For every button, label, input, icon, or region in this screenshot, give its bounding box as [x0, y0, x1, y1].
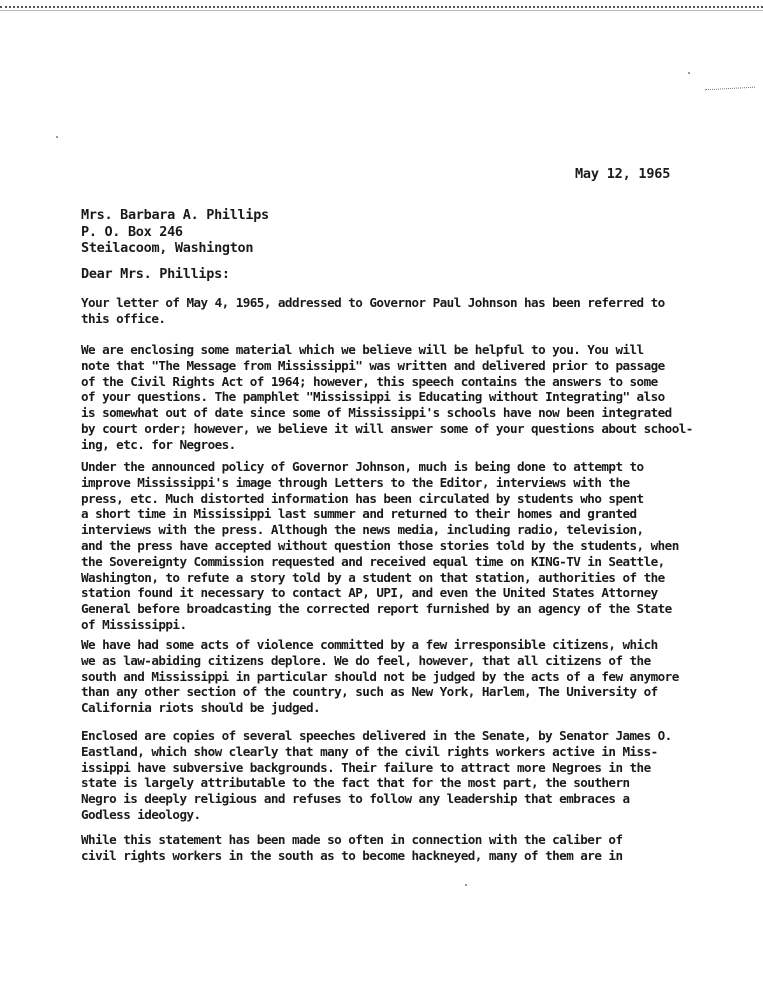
- paragraph-line: Godless ideology.: [81, 806, 201, 822]
- paragraph-line: the Sovereignty Commission requested and received equal time on KING-TV in Seattle,: [81, 553, 665, 569]
- recipient-city: Steilacoom, Washington: [81, 240, 254, 256]
- top-edge-rule: [0, 10, 763, 11]
- paragraph-line: station found it necessary to contact AP, UPI, and even the United States Attorney: [81, 585, 658, 601]
- paragraph-statement: [81, 832, 746, 864]
- scan-mark: [705, 87, 755, 92]
- paragraph-referral: [81, 295, 746, 327]
- letter-date: May 12, 1965: [575, 166, 671, 182]
- paragraph-line: and the press have accepted without question those stories told by the students, when: [81, 537, 679, 553]
- paragraph-image-policy: [81, 459, 746, 633]
- recipient-po-box: P. O. Box 246: [81, 223, 183, 240]
- paragraph-line: improve Mississippi's image through Letters to the Editor, interviews with the: [81, 474, 630, 490]
- salutation: Dear Mrs. Phillips:: [81, 266, 230, 282]
- paragraph-enclosed-material: [81, 342, 746, 453]
- paragraph-line: Enclosed are copies of several speeches delivered in the Senate, by Senator James O.: [81, 728, 672, 743]
- paragraph-line: issippi have subversive backgrounds. Their failure to attract more Negroes in the: [81, 759, 651, 775]
- paragraph-line: We are enclosing some material which we believe will be helpful to you. You will: [81, 342, 644, 357]
- paragraph-line: by court order; however, we believe it will answer some of your questions about school-: [81, 420, 693, 436]
- paragraph-line: Eastland, which show clearly that many of the civil rights workers active in Miss-: [81, 743, 658, 759]
- paragraph-line: note that "The Message from Mississippi" was written and delivered prior to passage: [81, 357, 665, 373]
- recipient-address-block: [81, 207, 269, 257]
- paragraph-line: is somewhat out of date since some of Mississippi's schools have now been integrated: [81, 405, 672, 421]
- paragraph-line: interviews with the press. Although the news media, including radio, television,: [81, 522, 644, 538]
- paragraph-line: we as law-abiding citizens deplore. We do feel, however, that all citizens of the: [81, 652, 651, 668]
- paragraph-line: Under the announced policy of Governor Johnson, much is being done to attempt to: [81, 459, 644, 474]
- paragraph-line: We have had some acts of violence committed by a few irresponsible citizens, which: [81, 637, 658, 652]
- paragraph-line: Negro is deeply religious and refuses to follow any leadership that embraces a: [81, 791, 630, 807]
- paragraph-line: ing, etc. for Negroes.: [81, 436, 236, 452]
- scan-speck: [465, 884, 467, 886]
- paragraph-line: state is largely attributable to the fact that for the most part, the southern: [81, 775, 630, 791]
- paragraph-line: a short time in Mississippi last summer and returned to their homes and granted: [81, 506, 637, 522]
- paragraph-senate-speeches: [81, 728, 746, 823]
- scan-speck: [688, 72, 690, 74]
- paragraph-line: south and Mississippi in particular should not be judged by the acts of a few anymore: [81, 668, 679, 684]
- paragraph-line: this office.: [81, 310, 166, 326]
- scan-speck: [56, 136, 58, 138]
- paragraph-line: California riots should be judged.: [81, 700, 321, 716]
- paragraph-line: civil rights workers in the south as to become hackneyed, many of them are in: [81, 847, 623, 863]
- paragraph-violence: [81, 637, 746, 716]
- paragraph-line: of your questions. The pamphlet "Mississippi is Educating without Integrating" also: [81, 389, 665, 405]
- paragraph-line: Your letter of May 4, 1965, addressed to Governor Paul Johnson has been referred to: [81, 295, 665, 310]
- paragraph-line: of the Civil Rights Act of 1964; however, this speech contains the answers to some: [81, 373, 658, 389]
- paragraph-line: press, etc. Much distorted information has been circulated by students who spent: [81, 490, 644, 506]
- paragraph-line: than any other section of the country, such as New York, Harlem, The University of: [81, 684, 658, 700]
- top-edge-dotted-rule: [0, 6, 763, 8]
- recipient-name: Mrs. Barbara A. Phillips: [81, 207, 269, 223]
- paragraph-line: While this statement has been made so often in connection with the caliber of: [81, 832, 623, 847]
- paragraph-line: General before broadcasting the corrected report furnished by an agency of the State: [81, 601, 672, 617]
- paragraph-line: Washington, to refute a story told by a student on that station, authorities of the: [81, 569, 665, 585]
- paragraph-line: of Mississippi.: [81, 616, 187, 632]
